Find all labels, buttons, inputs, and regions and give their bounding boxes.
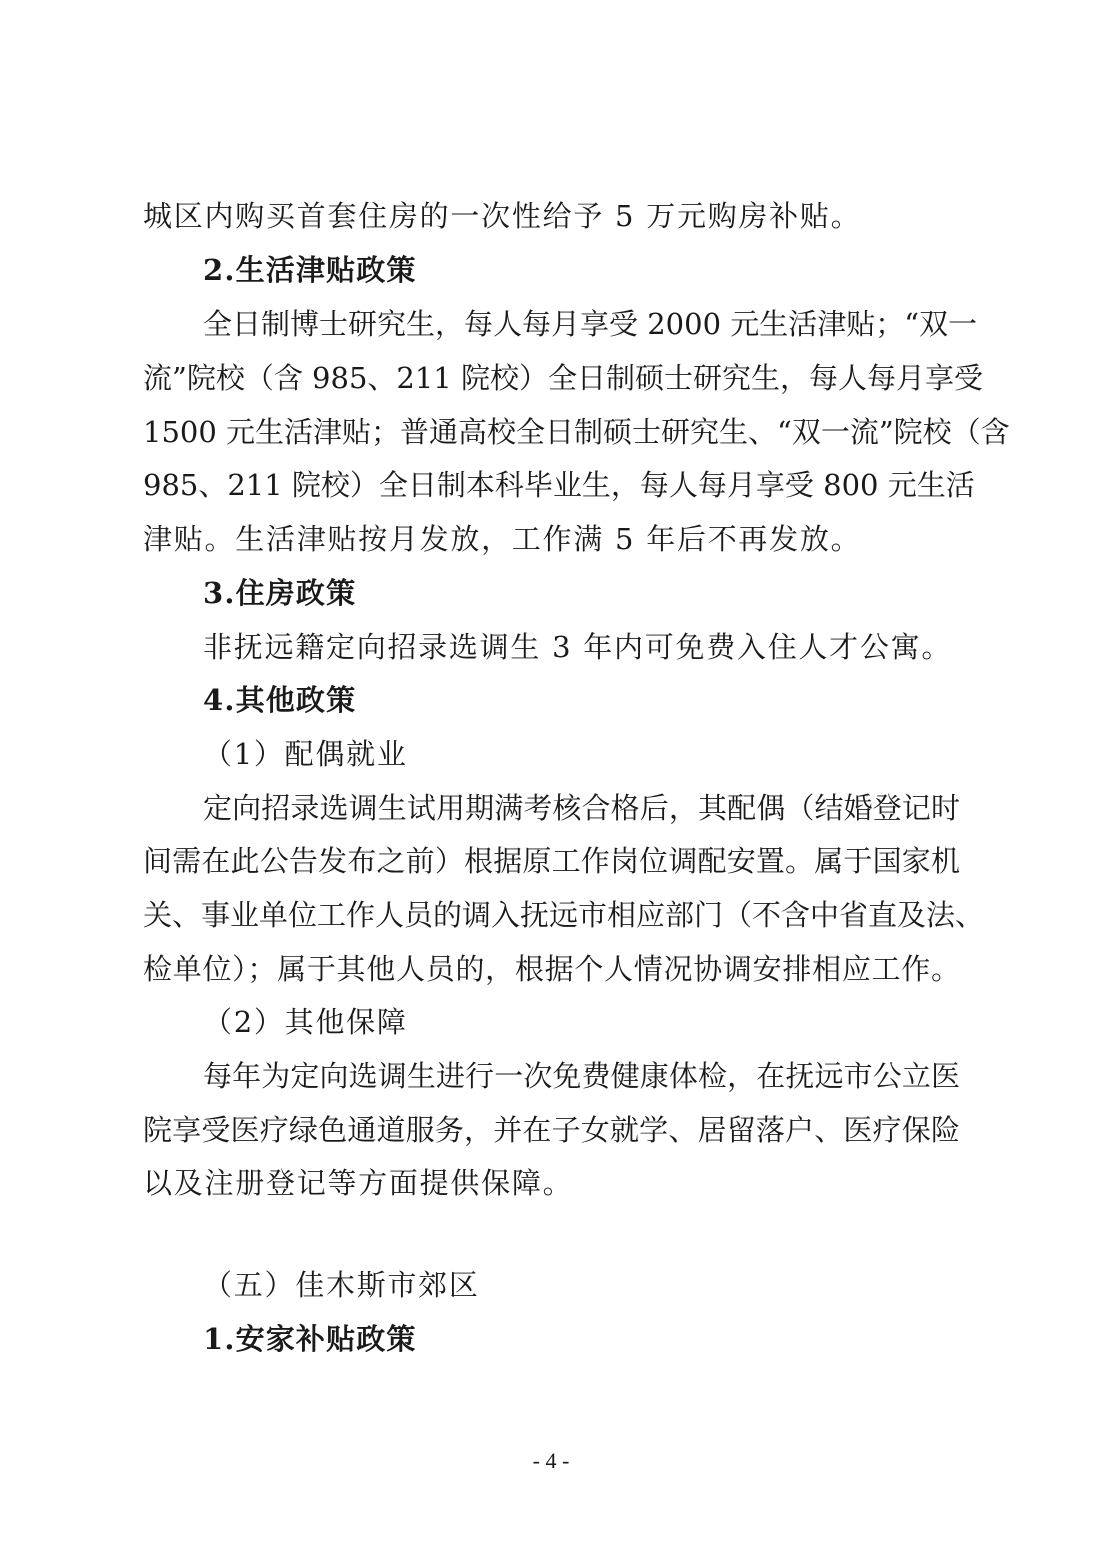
subsection-heading-other-guarantees: （2）其他保障 [203,1005,408,1039]
paragraph-line: 关、事业单位工作人员的调入抚远市相应部门（不含中省直及法、 [143,898,985,932]
paragraph-line: 津贴。生活津贴按月发放，工作满 5 年后不再发放。 [143,522,862,556]
paragraph-line: 985、211 院校）全日制本科毕业生，每人每月享受 800 元生活 [143,468,975,502]
paragraph-line: 非抚远籍定向招录选调生 3 年内可免费入住人才公寓。 [203,630,953,664]
paragraph-line: 1500 元生活津贴；普通高校全日制硕士研究生、“双一流”院校（含 [143,415,1010,449]
paragraph-line: 定向招录选调生试用期满考核合格后，其配偶（结婚登记时 [203,791,960,825]
paragraph-line: 院享受医疗绿色通道服务，并在子女就学、居留落户、医疗保险 [143,1113,960,1147]
paragraph-line: 全日制博士研究生，每人每月享受 2000 元生活津贴；“双一 [203,307,978,341]
section-heading-housing: 3.住房政策 [203,576,357,610]
section-heading-other-policies: 4.其他政策 [203,683,357,717]
paragraph-line: 以及注册登记等方面提供保障。 [143,1166,574,1200]
paragraph-line: 间需在此公告发布之前）根据原工作岗位调配安置。属于国家机 [143,844,960,878]
section-heading-jiamusi-suburb: （五）佳木斯市郊区 [203,1268,480,1302]
paragraph-line: 城区内购买首套住房的一次性给予 5 万元购房补贴。 [143,199,862,233]
subsection-heading-spouse-employment: （1）配偶就业 [203,737,408,771]
page-number: - 4 - [532,1448,570,1473]
paragraph-line: 检单位）；属于其他人员的，根据个人情况协调安排相应工作。 [143,952,960,986]
section-heading-living-allowance: 2.生活津贴政策 [203,253,417,287]
paragraph-line: 每年为定向选调生进行一次免费健康体检，在抚远市公立医 [203,1059,960,1093]
section-heading-settlement-subsidy: 1.安家补贴政策 [203,1322,417,1356]
paragraph-line: 流”院校（含 985、211 院校）全日制硕士研究生，每人每月享受 [143,361,983,395]
